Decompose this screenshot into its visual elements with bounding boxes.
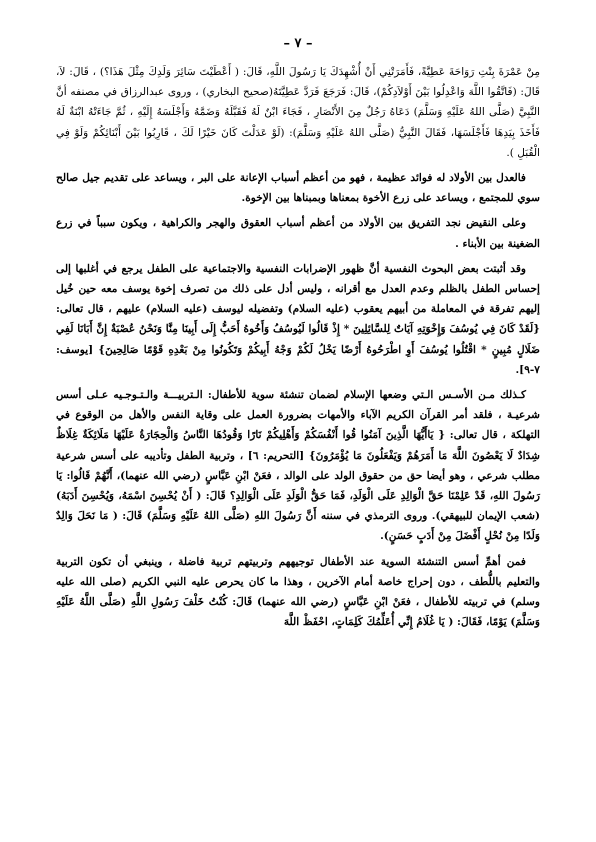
paragraph-gentle-teaching: فمن أهمِّ أسس التنشئة السوية عند الأطفال توجيههم وتربيتهم تربية فاضلة ، وينبغي أن تكون التربية والتعليم باللُّطف ، دون إحراج خاصة أمام الآخرين ، وهذا ما كان يحرص عليه النبي الكريم (صلى الله عليه وسلم) في تربيته للأطفال ، فعَنْ ابْنِ عَبَّاسٍ (رضي الله عنهما) قَالَ: كُنْتُ خَلْفَ رَسُولِ اللَّهِ (صَلَّى اللَّهُ عَلَيْهِ وَسَلَّمَ) يَوْمًا، فَقَالَ: ( يَا غُلَامُ إِنِّي أُعَلِّمُكَ كَلِمَاتٍ، احْفَظْ اللَّهَ	[56, 555, 540, 629]
page-number: – ٧ –	[283, 36, 313, 51]
page-body	[56, 62, 540, 632]
paragraph-psych-research: وقد أثبتت بعض البحوث النفسية أنَّ ظهور الإضرابات النفسية والاجتماعية على الطفل يرجع في أغلبها إلى إحساس الطفل بالظلم وعدم العدل مع أقرانه ، وليس أدل على ذلك من تصرف إخوة يوسف معه حين خُيل إليهم تفرقة في المعاملة من أبيهم يعقوب (عليه السلام) وتفضيله ليوسف (عليه السلام) عليهم ، قال تعالى: {لَقَدْ كَانَ فِي يُوسُفَ وَإِخْوَتِهِ آيَاتٌ لِلسَّائِلِينَ * إِذْ قَالُوا لَيُوسُفُ وَأَخُوهُ أَحَبُّ إِلَى أَبِينَا مِنَّا وَنَحْنُ عُصْبَةٌ إِنَّ أَبَانَا لَفِي ضَلَالٍ مُبِينٍ * اقْتُلُوا يُوسُفَ أَوِ اطْرَحُوهُ أَرْضًا يَخْلُ لَكُمْ وَجْهُ أَبِيكُمْ وَتَكُونُوا مِنْ بَعْدِهِ قَوْمًا صَالِحِينَ} [يوسف: ٧-٩].	[56, 262, 540, 376]
paragraph-hadith-nuuman: مِنْ عَمْرَةَ بِنْتِ رَوَاحَةَ عَطِيَّةً، فَأَمَرَتْنِي أَنْ أُشْهِدَكَ يَا رَسُولَ اللَّهِ، قَالَ: ( أَعْطَيْتَ سَائِرَ وَلَدِكَ مِثْلَ هَذَا؟) ، قَالَ: لاَ، قَالَ: (فَاتَّقُوا اللَّهَ وَاعْدِلُوا بَيْنَ أَوْلاَدِكُمْ)، قَالَ: فَرَجَعَ فَرَدَّ عَطِيَّتَهُ(صحيح البخاري) ، وروى عبدالرزاق في مصنفه أنَّ النَّبِيَّ (صَلَّى اللهُ عَلَيْهِ وَسَلَّمَ) دَعَاهُ رَجُلٌ مِنَ الأَنْصَارِ ، فَجَاءَ ابْنٌ لَهُ فَقَبَّلَهُ وَضَمَّهُ وَأَجْلَسَهُ إِلَيْهِ ، ثُمَّ جَاءَتْهُ ابْنَةٌ لَهُ فَأَخَذَ بِيَدِهَا فَأَجْلَسَهَا، فَقَالَ النَّبِيُّ (صَلَّى اللهُ عَلَيْهِ وَسَلَّمَ): (لَوْ عَدَلْتَ كَانَ خَيْرًا لَكَ ، قَارِبُوا بَيْنَ أَبْنَائِكُمْ وَلَوْ فِي الْقُبَلِ ).	[56, 66, 540, 159]
paragraph-discrimination-harms: وعلى النقيض نجد التفريق بين الأولاد من أعظم أسباب العقوق والهجر والكراهية ، ويكون سبباً في زرع الضغينة بين الأبناء .	[56, 217, 540, 250]
paragraph-justice-benefits: فالعدل بين الأولاد له فوائد عظيمة ، فهو من أعظم أسباب الإعانة على البر ، ويساعد على تقديم جيل صالح سوي للمجتمع ، ويساعد على زرع الأخوة بمعناها وبمبناها بين الإخوة.	[56, 172, 540, 205]
paragraph-upbringing-foundations: كـذلك مـن الأسـس الـتي وضعها الإسلام لضمان تنشئة سوية للأطفال: الـتربيـــة والـتـوجـيه عـلى أسس شرعيـة ، فلقد أمر القرآن الكريم الآباء والأمهات بضرورة العمل على وقاية النفس والأهل من الوقوع في التهلكة ، قال تعالى: { يَاأَيُّهَا الَّذِينَ آمَنُوا قُوا أَنْفُسَكُمْ وَأَهْلِيكُمْ نَارًا وَقُودُهَا النَّاسُ وَالْحِجَارَةُ عَلَيْهَا مَلَائِكَةٌ غِلَاظٌ شِدَادٌ لَا يَعْصُونَ اللَّهَ مَا أَمَرَهُمْ وَيَفْعَلُونَ مَا يُؤْمَرُونَ} [التحريم: ٦] ، وتربية الطفل وتأديبه على أسس شرعية مطلب شرعي ، وهو أيضا حق من حقوق الولد على الوالد ، فعَنْ ابْنِ عَبَّاسٍ (رضي الله عنهما)، أَنَّهُمْ قَالُوا: يَا رَسُولَ اللهِ، قَدْ عَلِمْنَا حَقَّ الْوَالِدِ عَلَى الْوَلَدِ، فَمَا حَقُّ الْوَلَدِ عَلَى الْوَالِدِ؟ قَالَ: ( أَنْ يُحْسِنَ اسْمَهُ، وَيُحْسِنَ أَدَبَهُ) (شعب الإيمان للبيهقي). وروى الترمذي في سننه أَنَّ رَسُولَ اللهِ (صَلَّى اللهُ عَلَيْهِ وَسَلَّمَ) قَالَ: ( مَا نَحَلَ وَالِدٌ وَلَدًا مِنْ نُحْلٍ أَفْضَلَ مِنْ أَدَبٍ حَسَنٍ).	[56, 389, 540, 543]
